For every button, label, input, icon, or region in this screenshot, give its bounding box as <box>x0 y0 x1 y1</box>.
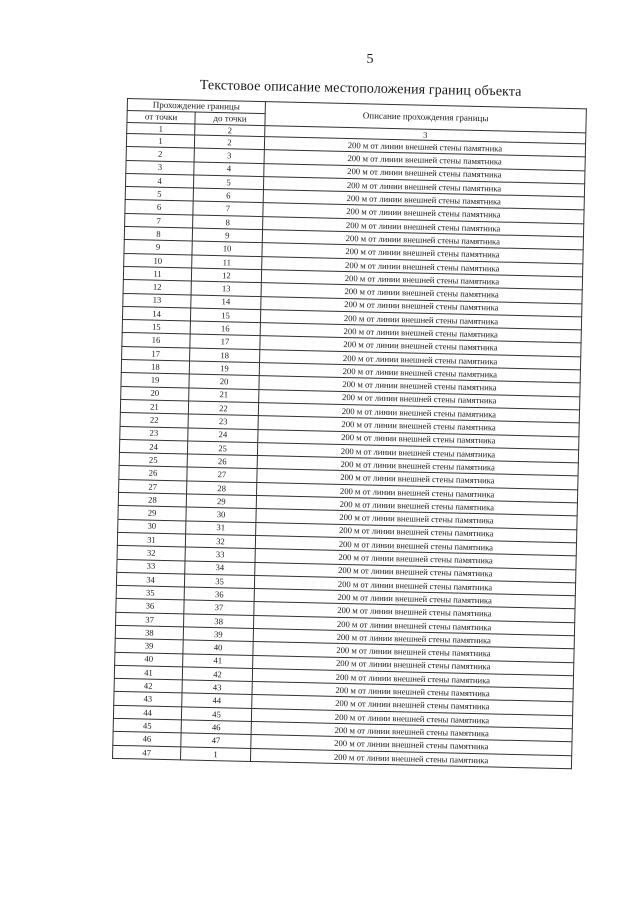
cell-description: 200 м от линии внешней стены памятника <box>259 389 580 410</box>
cell-to-point: 11 <box>192 255 262 270</box>
cell-to-point: 14 <box>191 295 261 310</box>
cell-to-point: 8 <box>193 215 263 230</box>
cell-to-point: 46 <box>181 720 251 735</box>
cell-to-point: 19 <box>189 361 259 376</box>
cell-from-point: 45 <box>113 718 181 733</box>
cell-to-point: 35 <box>184 574 254 589</box>
cell-from-point: 8 <box>124 227 192 242</box>
cell-to-point: 41 <box>183 653 253 668</box>
cell-to-point: 9 <box>192 228 262 243</box>
cell-from-point: 34 <box>116 572 184 587</box>
cell-to-point: 18 <box>190 348 260 363</box>
cell-to-point: 31 <box>186 521 256 536</box>
cell-from-point: 24 <box>119 439 187 454</box>
cell-description: 200 м от линии внешней стены памятника <box>260 349 581 370</box>
cell-from-point: 18 <box>121 359 189 374</box>
cell-from-point: 42 <box>114 679 182 694</box>
cell-from-point: 31 <box>117 532 185 547</box>
cell-to-point: 44 <box>182 693 252 708</box>
cell-description: 200 м от линии внешней стены памятника <box>252 668 573 689</box>
cell-to-point: 5 <box>193 175 263 190</box>
cell-description: 200 м от линии внешней стены памятника <box>253 628 574 649</box>
cell-to-point: 17 <box>190 334 260 349</box>
cell-to-point: 20 <box>189 374 259 389</box>
cell-to-point: 43 <box>182 680 252 695</box>
cell-description: 200 м от линии внешней стены памятника <box>256 509 577 530</box>
cell-description: 200 м от линии внешней стены памятника <box>255 549 576 570</box>
cell-to-point: 16 <box>190 321 260 336</box>
cell-to-point: 34 <box>185 560 255 575</box>
cell-to-point: 45 <box>181 707 251 722</box>
cell-to-point: 21 <box>189 388 259 403</box>
cell-description: 200 м от линии внешней стены памятника <box>264 150 585 171</box>
cell-description: 200 м от линии внешней стены памятника <box>264 163 585 184</box>
cell-description: 200 м от линии внешней стены памятника <box>260 336 581 357</box>
cell-to-point: 24 <box>188 428 258 443</box>
page-number: 5 <box>366 52 374 67</box>
cell-description: 200 м от линии внешней стены памятника <box>253 615 574 636</box>
cell-description: 200 м от линии внешней стены памятника <box>254 589 575 610</box>
cell-description: 200 м от линии внешней стены памятника <box>251 722 572 743</box>
cell-to-point: 22 <box>188 401 258 416</box>
group-header: Прохождение границы <box>127 99 265 114</box>
cell-from-point: 36 <box>116 599 184 614</box>
cell-to-point: 6 <box>193 188 263 203</box>
cell-to-point: 25 <box>187 441 257 456</box>
cell-description: 200 м от линии внешней стены памятника <box>257 469 578 490</box>
cell-from-point: 41 <box>114 665 182 680</box>
cell-from-point: 30 <box>118 519 186 534</box>
cell-description: 200 м от линии внешней стены памятника <box>257 456 578 477</box>
cell-description: 200 м от линии внешней стены памятника <box>256 522 577 543</box>
cell-to-point: 1 <box>180 747 250 762</box>
cell-description: 200 м от линии внешней стены памятника <box>259 376 580 397</box>
cell-to-point: 4 <box>194 162 264 177</box>
cell-from-point: 39 <box>115 639 183 654</box>
cell-from-point: 35 <box>116 585 184 600</box>
cell-description: 200 м от линии внешней стены памятника <box>254 602 575 623</box>
cell-from-point: 6 <box>125 200 193 215</box>
cell-to-point: 30 <box>186 507 256 522</box>
cell-description: 200 м от линии внешней стены памятника <box>263 216 584 237</box>
header-description: Описание прохождения границы <box>265 102 586 133</box>
cell-from-point: 7 <box>125 213 193 228</box>
cell-from-point: 37 <box>116 612 184 627</box>
cell-from-point: 22 <box>120 413 188 428</box>
cell-to-point: 13 <box>191 281 261 296</box>
cell-description: 200 м от линии внешней стены памятника <box>251 735 572 756</box>
cell-to-point: 29 <box>186 494 256 509</box>
cell-to-point: 7 <box>193 202 263 217</box>
cell-description: 200 м от линии внешней стены памятника <box>254 575 575 596</box>
cell-to-point: 36 <box>184 587 254 602</box>
cell-from-point: 23 <box>120 426 188 441</box>
header-from-point: от точки <box>127 111 195 125</box>
cell-description: 200 м от линии внешней стены памятника <box>253 655 574 676</box>
cell-from-point: 10 <box>124 253 192 268</box>
cell-description: 200 м от линии внешней стены памятника <box>252 695 573 716</box>
cell-from-point: 14 <box>122 306 190 321</box>
cell-from-point: 20 <box>121 386 189 401</box>
cell-from-point: 29 <box>118 506 186 521</box>
cell-from-point: 21 <box>120 399 188 414</box>
cell-to-point: 28 <box>187 481 257 496</box>
cell-description: 200 м от линии внешней стены памятника <box>261 270 582 291</box>
cell-from-point: 17 <box>122 346 190 361</box>
cell-description: 200 м от линии внешней стены памятника <box>252 682 573 703</box>
cell-description: 200 м от линии внешней стены памятника <box>263 203 584 224</box>
cell-description: 200 м от линии внешней стены памятника <box>257 442 578 463</box>
cell-to-point: 37 <box>184 600 254 615</box>
cell-from-point: 1 <box>126 134 194 149</box>
cell-to-point: 39 <box>183 627 253 642</box>
cell-to-point: 42 <box>182 667 252 682</box>
cell-from-point: 47 <box>113 745 181 760</box>
cell-to-point: 27 <box>187 467 257 482</box>
cell-description: 200 м от линии внешней стены памятника <box>263 190 584 211</box>
cell-description: 200 м от линии внешней стены памятника <box>258 403 579 424</box>
column-number-2: 2 <box>195 124 265 137</box>
document-title: Текстовое описание местоположения границ объекта <box>199 78 522 100</box>
cell-from-point: 5 <box>125 187 193 202</box>
cell-description: 200 м от линии внешней стены памятника <box>262 230 583 251</box>
cell-from-point: 25 <box>119 453 187 468</box>
cell-from-point: 38 <box>115 625 183 640</box>
cell-description: 200 м от линии внешней стены памятника <box>262 243 583 264</box>
cell-description: 200 м от линии внешней стены памятника <box>261 283 582 304</box>
cell-to-point: 38 <box>184 614 254 629</box>
column-number-1: 1 <box>127 123 195 136</box>
cell-to-point: 2 <box>194 135 264 150</box>
cell-to-point: 47 <box>181 733 251 748</box>
cell-description: 200 м от линии внешней стены памятника <box>253 642 574 663</box>
cell-description: 200 м от линии внешней стены памятника <box>250 748 571 769</box>
cell-from-point: 15 <box>122 320 190 335</box>
cell-from-point: 28 <box>118 492 186 507</box>
column-number-3: 3 <box>265 126 586 144</box>
cell-to-point: 40 <box>183 640 253 655</box>
cell-from-point: 19 <box>121 373 189 388</box>
cell-from-point: 4 <box>125 173 193 188</box>
cell-to-point: 26 <box>187 454 257 469</box>
cell-description: 200 м от линии внешней стены памятника <box>264 137 585 158</box>
cell-from-point: 13 <box>123 293 191 308</box>
cell-description: 200 м от линии внешней стены памятника <box>262 256 583 277</box>
cell-from-point: 2 <box>126 147 194 162</box>
cell-from-point: 9 <box>124 240 192 255</box>
cell-from-point: 32 <box>117 546 185 561</box>
cell-to-point: 3 <box>194 148 264 163</box>
cell-description: 200 м от линии внешней стены памятника <box>255 562 576 583</box>
cell-to-point: 33 <box>185 547 255 562</box>
cell-from-point: 26 <box>119 466 187 481</box>
cell-description: 200 м от линии внешней стены памятника <box>260 309 581 330</box>
cell-description: 200 м от линии внешней стены памятника <box>256 496 577 517</box>
cell-description: 200 м от линии внешней стены памятника <box>251 708 572 729</box>
boundary-table <box>112 98 587 769</box>
cell-description: 200 м от линии внешней стены памятника <box>258 429 579 450</box>
cell-from-point: 12 <box>123 280 191 295</box>
cell-from-point: 16 <box>122 333 190 348</box>
cell-to-point: 15 <box>190 308 260 323</box>
cell-to-point: 32 <box>185 534 255 549</box>
cell-description: 200 м от линии внешней стены памятника <box>255 535 576 556</box>
cell-from-point: 40 <box>115 652 183 667</box>
cell-from-point: 11 <box>123 266 191 281</box>
cell-description: 200 м от линии внешней стены памятника <box>258 416 579 437</box>
cell-to-point: 23 <box>188 414 258 429</box>
cell-from-point: 44 <box>113 705 181 720</box>
cell-to-point: 10 <box>192 241 262 256</box>
cell-description: 200 м от линии внешней стены памятника <box>259 363 580 384</box>
cell-from-point: 43 <box>114 692 182 707</box>
cell-to-point: 12 <box>191 268 261 283</box>
cell-from-point: 27 <box>119 479 187 494</box>
cell-description: 200 м от линии внешней стены памятника <box>260 323 581 344</box>
cell-from-point: 33 <box>117 559 185 574</box>
cell-description: 200 м от линии внешней стены памятника <box>257 482 578 503</box>
cell-description: 200 м от линии внешней стены памятника <box>261 296 582 317</box>
table-body <box>113 123 586 769</box>
header-to-point: до точки <box>195 112 265 126</box>
cell-from-point: 46 <box>113 732 181 747</box>
cell-from-point: 3 <box>126 160 194 175</box>
cell-description: 200 м от линии внешней стены памятника <box>263 177 584 198</box>
